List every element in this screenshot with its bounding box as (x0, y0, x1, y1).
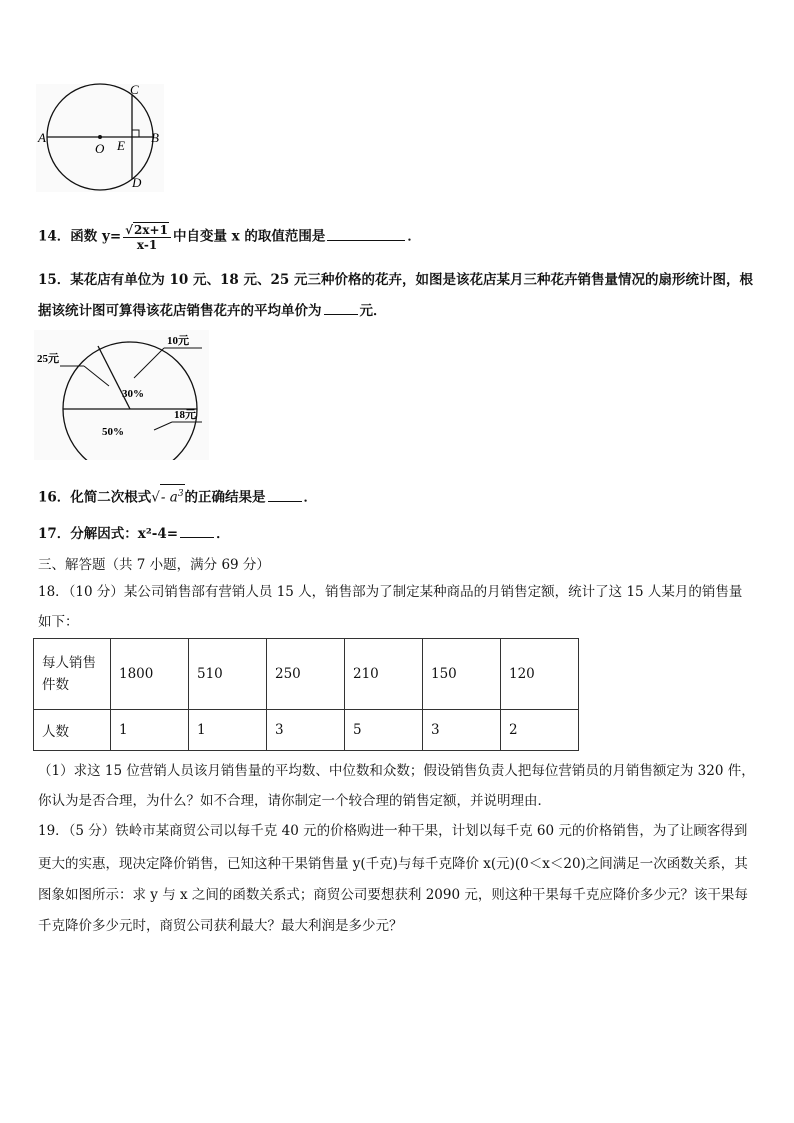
table-header-sales (34, 639, 111, 710)
table-cell: 120 (501, 639, 579, 710)
pie-label-18: 18元 (174, 409, 196, 421)
q16-answer-blank[interactable] (268, 489, 302, 502)
question-15-line2 (38, 302, 387, 320)
q14-denominator: x-1 (136, 238, 158, 252)
table-cell: 1 (111, 710, 189, 751)
q16-radicand: - a (160, 489, 178, 506)
q14-numerator: 2x+1 (134, 223, 168, 237)
header-sales-line2: 件数 (42, 677, 69, 693)
q16-end: ． (303, 489, 318, 506)
table-cell: 3 (423, 710, 501, 751)
table-cell: 1 (189, 710, 267, 751)
question-19-line2: 更大的实惠，现决定降价销售，已知这种干果销售量 y(千克)与每千克降价 x(元)(0＜x＜20)之间满足一次函数关系，其 (38, 856, 748, 872)
label-e: E (117, 138, 125, 153)
q16-exponent: 3 (177, 489, 184, 499)
q14-suffix: 中自变量 x 的取值范围是 (172, 228, 326, 245)
label-o: O (95, 141, 105, 156)
label-a: A (38, 130, 46, 145)
table-cell: 2 (501, 710, 579, 751)
question-18-line1: 18．（10 分）某公司销售部有营销人员 15 人，销售部为了制定某种商品的月销售定额，统计了这 15 人某月的销售量 (38, 584, 743, 600)
pie-pct-50: 50% (102, 426, 124, 438)
q15-answer-blank[interactable] (324, 302, 358, 315)
q16-suffix: 的正确结果是 (184, 489, 266, 506)
question-18-line2: 如下： (38, 614, 79, 630)
sales-table (33, 638, 579, 751)
question-19-line3: 图象如图所示：求 y 与 x 之间的函数关系式；商贸公司要想获利 2090 元，则这种干果每千克应降价多少元？该干果每 (38, 887, 748, 903)
question-17 (38, 525, 230, 543)
table-cell: 5 (345, 710, 423, 751)
q15-end: 元． (359, 303, 387, 319)
q17-end: ． (216, 526, 230, 542)
q16-sqrt-sign: √ (151, 489, 160, 506)
table-cell: 1800 (111, 639, 189, 710)
table-cell: 510 (189, 639, 267, 710)
pie-figure (34, 330, 209, 460)
section-3-title: 三、解答题（共 7 小题，满分 69 分） (38, 557, 270, 573)
label-c: C (130, 82, 139, 97)
table-cell: 150 (423, 639, 501, 710)
q17-answer-blank[interactable] (180, 525, 214, 538)
table-cell: 210 (345, 639, 423, 710)
pie-label-10: 10元 (167, 335, 189, 347)
question-18-sub1-line1: （1）求这 15 位营销人员该月销售量的平均数、中位数和众数；假设销售负责人把每位营销员的月销售额定为 320 件， (38, 763, 755, 779)
header-sales-line1: 每人销售 (42, 655, 96, 671)
q17-text: 17．分解因式：x²-4= (38, 526, 179, 542)
pie-pct-30: 30% (122, 388, 144, 400)
q14-end: ． (407, 228, 421, 245)
circle-figure (30, 80, 170, 195)
question-19-line1: 19．（5 分）铁岭市某商贸公司以每千克 40 元的价格购进一种干果，计划以每千克 60 元的价格销售，为了让顾客得到 (38, 823, 748, 839)
q14-prefix: 14．函数 y= (38, 228, 122, 245)
q14-sqrt-sign: √ (125, 223, 134, 237)
label-d: D (132, 175, 142, 190)
label-b: B (151, 130, 159, 145)
table-row (34, 639, 579, 710)
question-15-line1: 15．某花店有单位为 10 元、18 元、25 元三种价格的花卉，如图是该花店某月三种花卉销售量情况的扇形统计图，根 (38, 272, 753, 288)
table-header-people: 人数 (34, 710, 111, 751)
question-14 (38, 222, 421, 252)
table-row (34, 710, 579, 751)
question-16 (38, 484, 317, 507)
table-cell: 3 (267, 710, 345, 751)
table-cell: 250 (267, 639, 345, 710)
q14-answer-blank[interactable] (327, 228, 405, 241)
q15-line2-text: 据该统计图可算得该花店销售花卉的平均单价为 (38, 303, 322, 319)
question-19-line4: 千克降价多少元时，商贸公司获利最大？最大利润是多少元？ (38, 918, 403, 934)
q14-fraction (123, 222, 171, 252)
pie-label-25: 25元 (37, 353, 59, 365)
q16-prefix: 16．化简二次根式 (38, 489, 152, 506)
question-18-sub1-line2: 你认为是否合理，为什么？如不合理，请你制定一个较合理的销售定额，并说明理由． (38, 793, 551, 809)
